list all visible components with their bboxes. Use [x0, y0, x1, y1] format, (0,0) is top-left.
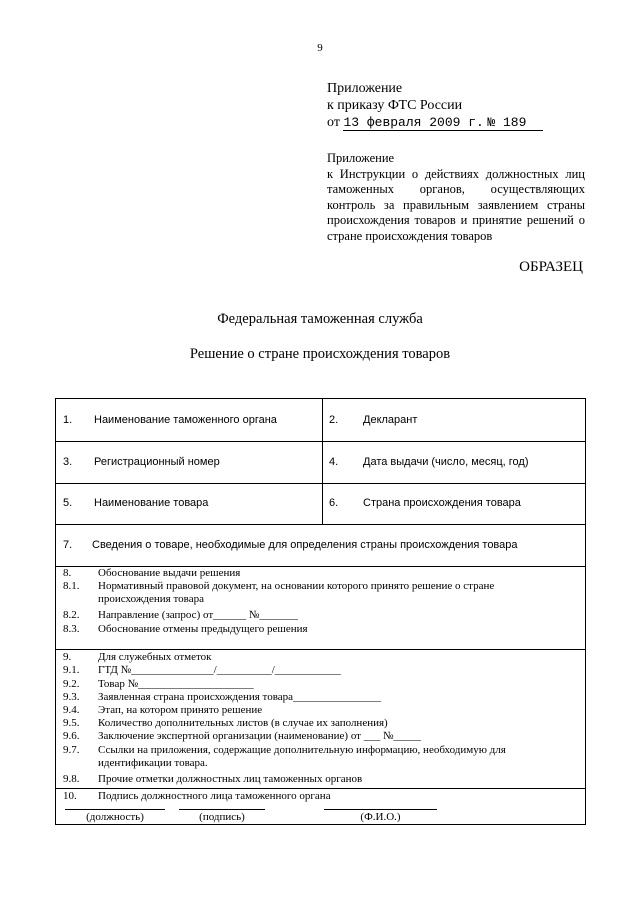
- item-9-5-number: 9.5.: [63, 717, 80, 729]
- field-4-number: 4.: [329, 456, 339, 468]
- item-8-1-text-cont: происхождения товара: [98, 593, 204, 605]
- row-divider: [56, 649, 585, 650]
- section-9-label: Для служебных отметок: [98, 651, 212, 663]
- row-divider: [56, 483, 585, 484]
- item-8-1-number: 8.1.: [63, 580, 80, 592]
- section-8-number: 8.: [63, 567, 72, 579]
- agency-name: Федеральная таможенная служба: [217, 311, 423, 327]
- note-line-2: к Инструкции о действиях должностных лиц: [327, 166, 585, 181]
- item-9-6-text: Заключение экспертной организации (наименование) от ___ №_____: [98, 730, 421, 742]
- field-3-label: Регистрационный номер: [94, 456, 220, 468]
- section-9-number: 9.: [63, 651, 72, 663]
- item-9-4-text: Этап, на котором принято решение: [98, 704, 263, 716]
- field-5-number: 5.: [63, 497, 73, 509]
- item-8-2-text: Направление (запрос) от______ №_______: [98, 609, 298, 621]
- item-9-8-number: 9.8.: [63, 773, 80, 785]
- document-title: Решение о стране происхождения товаров: [189, 346, 451, 362]
- note-line-5: происхождения товаров и принятие решений о: [327, 213, 585, 227]
- field-7-label: Сведения о товаре, необходимые для определения страны происхождения товара: [92, 539, 518, 551]
- item-8-3-text: Обоснование отмены предыдущего решения: [98, 623, 308, 635]
- field-7-number: 7.: [63, 539, 73, 551]
- item-9-3-text: Заявленная страна происхождения товара________________: [98, 691, 382, 703]
- field-1-label: Наименование таможенного органа: [94, 414, 277, 426]
- field-2-label: Декларант: [363, 414, 418, 426]
- item-9-5-text: Количество дополнительных листов (в случае их заполнения): [98, 717, 388, 729]
- item-9-4-number: 9.4.: [63, 704, 80, 716]
- field-5-label: Наименование товара: [94, 497, 209, 509]
- item-9-2-number: 9.2.: [63, 678, 80, 690]
- signature-name-caption: (Ф.И.О.): [324, 809, 437, 823]
- item-8-1-text: Нормативный правовой документ, на основании которого принято решение о стране: [98, 580, 495, 592]
- row-divider: [56, 788, 585, 789]
- item-9-1-number: 9.1.: [63, 664, 80, 676]
- column-divider: [322, 399, 323, 524]
- row-divider: [56, 441, 585, 442]
- item-9-7-number: 9.7.: [63, 744, 80, 756]
- item-9-1-text: ГТД №_______________/__________/____________: [98, 664, 341, 676]
- order-date-prefix: от: [327, 115, 340, 130]
- item-9-7-text-cont: идентификации товара.: [98, 757, 208, 769]
- header-line-1: Приложение: [327, 81, 403, 96]
- item-9-6-number: 9.6.: [63, 730, 80, 742]
- header-line-3: [327, 114, 543, 131]
- header-line-2: к приказу ФТС России: [327, 98, 463, 113]
- order-number: № 189: [487, 115, 527, 130]
- field-10-number: 10.: [63, 790, 77, 802]
- item-9-8-text: Прочие отметки должностных лиц таможенных органов: [98, 773, 363, 785]
- order-date-field: [343, 115, 542, 131]
- sample-stamp: ОБРАЗЕЦ: [519, 259, 583, 275]
- instruction-appendix-note: [327, 151, 585, 244]
- item-9-3-number: 9.3.: [63, 691, 80, 703]
- field-4-label: Дата выдачи (число, месяц, год): [363, 456, 529, 468]
- field-10-label: Подпись должностного лица таможенного органа: [98, 790, 331, 802]
- field-6-number: 6.: [329, 497, 339, 509]
- item-9-2-text: Товар №_____________________: [98, 678, 254, 690]
- signature-position-caption: (должность): [65, 809, 165, 823]
- note-line-6: стране происхождения товаров: [327, 228, 493, 243]
- order-date: 13 февраля 2009 г.: [343, 115, 484, 130]
- decision-form: [55, 398, 586, 825]
- note-line-3: таможенных органов, осуществляющих: [327, 182, 585, 196]
- field-2-number: 2.: [329, 414, 339, 426]
- field-6-label: Страна происхождения товара: [363, 497, 521, 509]
- section-8-label: Обоснование выдачи решения: [98, 567, 241, 579]
- item-9-7-text: Ссылки на приложения, содержащие дополнительную информацию, необходимую для: [98, 744, 506, 756]
- note-line-4: контроль за правильным заявлением страны: [327, 197, 585, 212]
- field-3-number: 3.: [63, 456, 73, 468]
- order-appendix-header: [327, 80, 543, 131]
- item-8-2-number: 8.2.: [63, 609, 80, 621]
- field-1-number: 1.: [63, 414, 73, 426]
- page-number: 9: [317, 42, 323, 54]
- row-divider: [56, 524, 585, 525]
- signature-sign-caption: (подпись): [179, 809, 265, 823]
- note-line-1: Приложение: [327, 151, 395, 165]
- item-8-3-number: 8.3.: [63, 623, 80, 635]
